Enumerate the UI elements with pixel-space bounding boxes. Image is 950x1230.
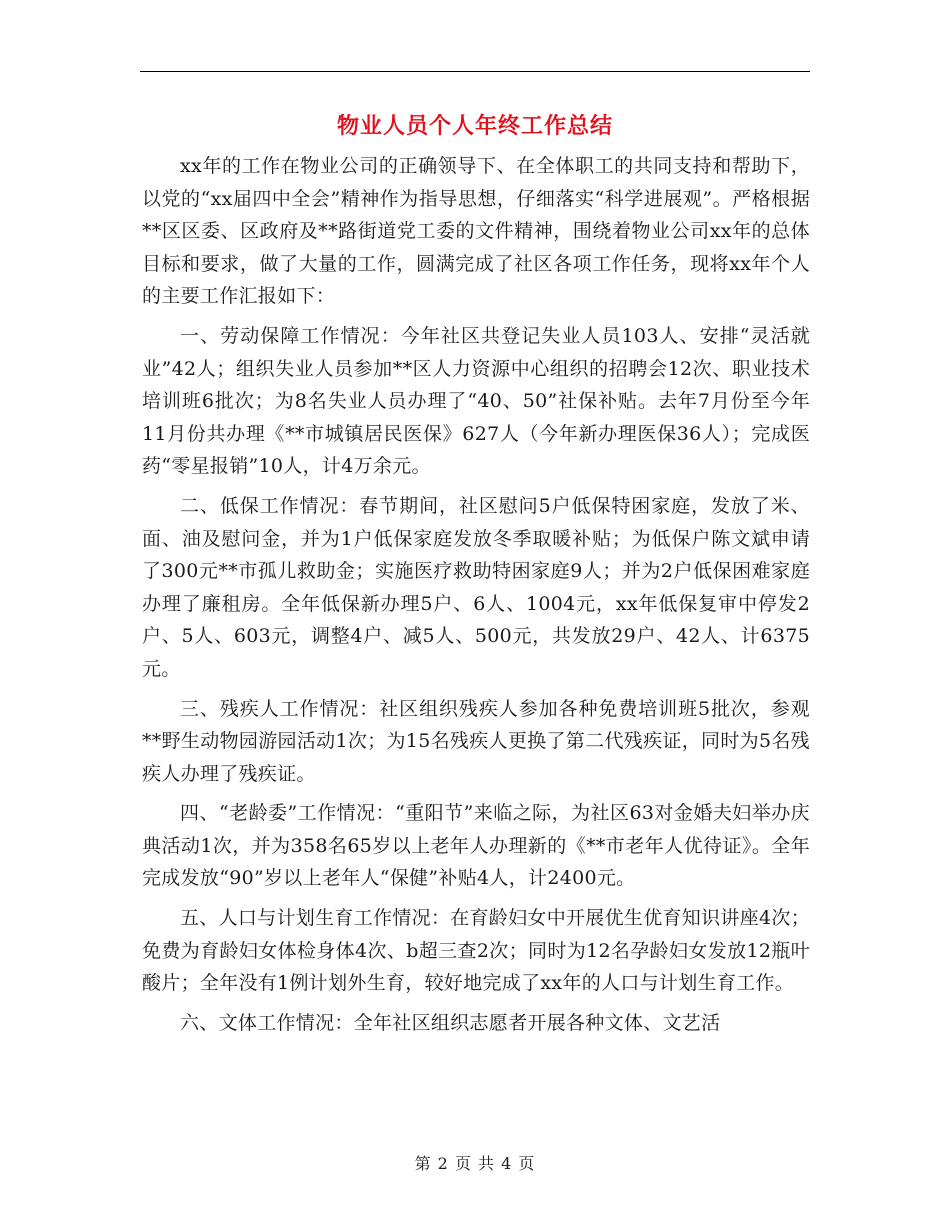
paragraph-culture-sports: 六、文体工作情况：全年社区组织志愿者开展各种文体、文艺活 xyxy=(180,1011,721,1034)
paragraph-disabled-persons: 三、残疾人工作情况：社区组织残疾人参加各种免费培训班5批次，参观**野生动物园游园活动1次；为15名残疾人更换了第二代残疾证，同时为5名残疾人办理了残疾证。 xyxy=(142,697,810,785)
page-number-footer: 第 2 页 共 4 页 xyxy=(414,1154,536,1173)
header-rule xyxy=(140,71,810,72)
document-body xyxy=(142,150,810,1046)
paragraph-intro: xx年的工作在物业公司的正确领导下、在全体职工的共同支持和帮助下，以党的“xx届四中全会”精神作为指导思想，仔细落实“科学进展观”。严格根据**区区委、区政府及**路街道党工委的文件精神，围绕着物业公司xx年的总体目标和要求，做了大量的工作，圆满完成了社区各项工作任务，现将xx年个人的主要工作汇报如下： xyxy=(142,155,810,308)
paragraph-labor-security: 一、劳动保障工作情况：今年社区共登记失业人员103人、安排“灵活就业”42人；组织失业人员参加**区人力资源中心组织的招聘会12次、职业技术培训班6批次；为8名失业人员办理了“40、50”社保补贴。去年7月份至今年11月份共办理《**市城镇居民医保》627人（今年新办理医保36人）；完成医药“零星报销”10人，计4万余元。 xyxy=(142,324,810,478)
paragraph-aging-committee: 四、“老龄委”工作情况：“重阳节”来临之际，为社区63对金婚夫妇举办庆典活动1次，并为358名65岁以上老年人办理新的《**市老年人优待证》。全年完成发放“90”岁以上老年人“保健”补贴4人，计2400元。 xyxy=(142,802,810,890)
paragraph-minimum-living: 二、低保工作情况：春节期间，社区慰问5户低保特困家庭，发放了米、面、油及慰问金，并为1户低保家庭发放冬季取暖补贴；为低保户陈文斌申请了300元**市孤儿救助金；实施医疗救助特困家庭9人；并为2户低保困难家庭办理了廉租房。全年低保新办理5户、6人、1004元，xx年低保复审中停发2户、5人、603元，调整4户、减5人、500元，共发放29户、42人、计6375元。 xyxy=(142,494,810,680)
paragraph-family-planning: 五、人口与计划生育工作情况：在育龄妇女中开展优生优育知识讲座4次；免费为育龄妇女体检身体4次、b超三查2次；同时为12名孕龄妇女发放12瓶叶酸片；全年没有1例计划外生育，较好地完成了xx年的人口与计划生育工作。 xyxy=(142,907,810,995)
document-title: 物业人员个人年终工作总结 xyxy=(336,113,613,139)
